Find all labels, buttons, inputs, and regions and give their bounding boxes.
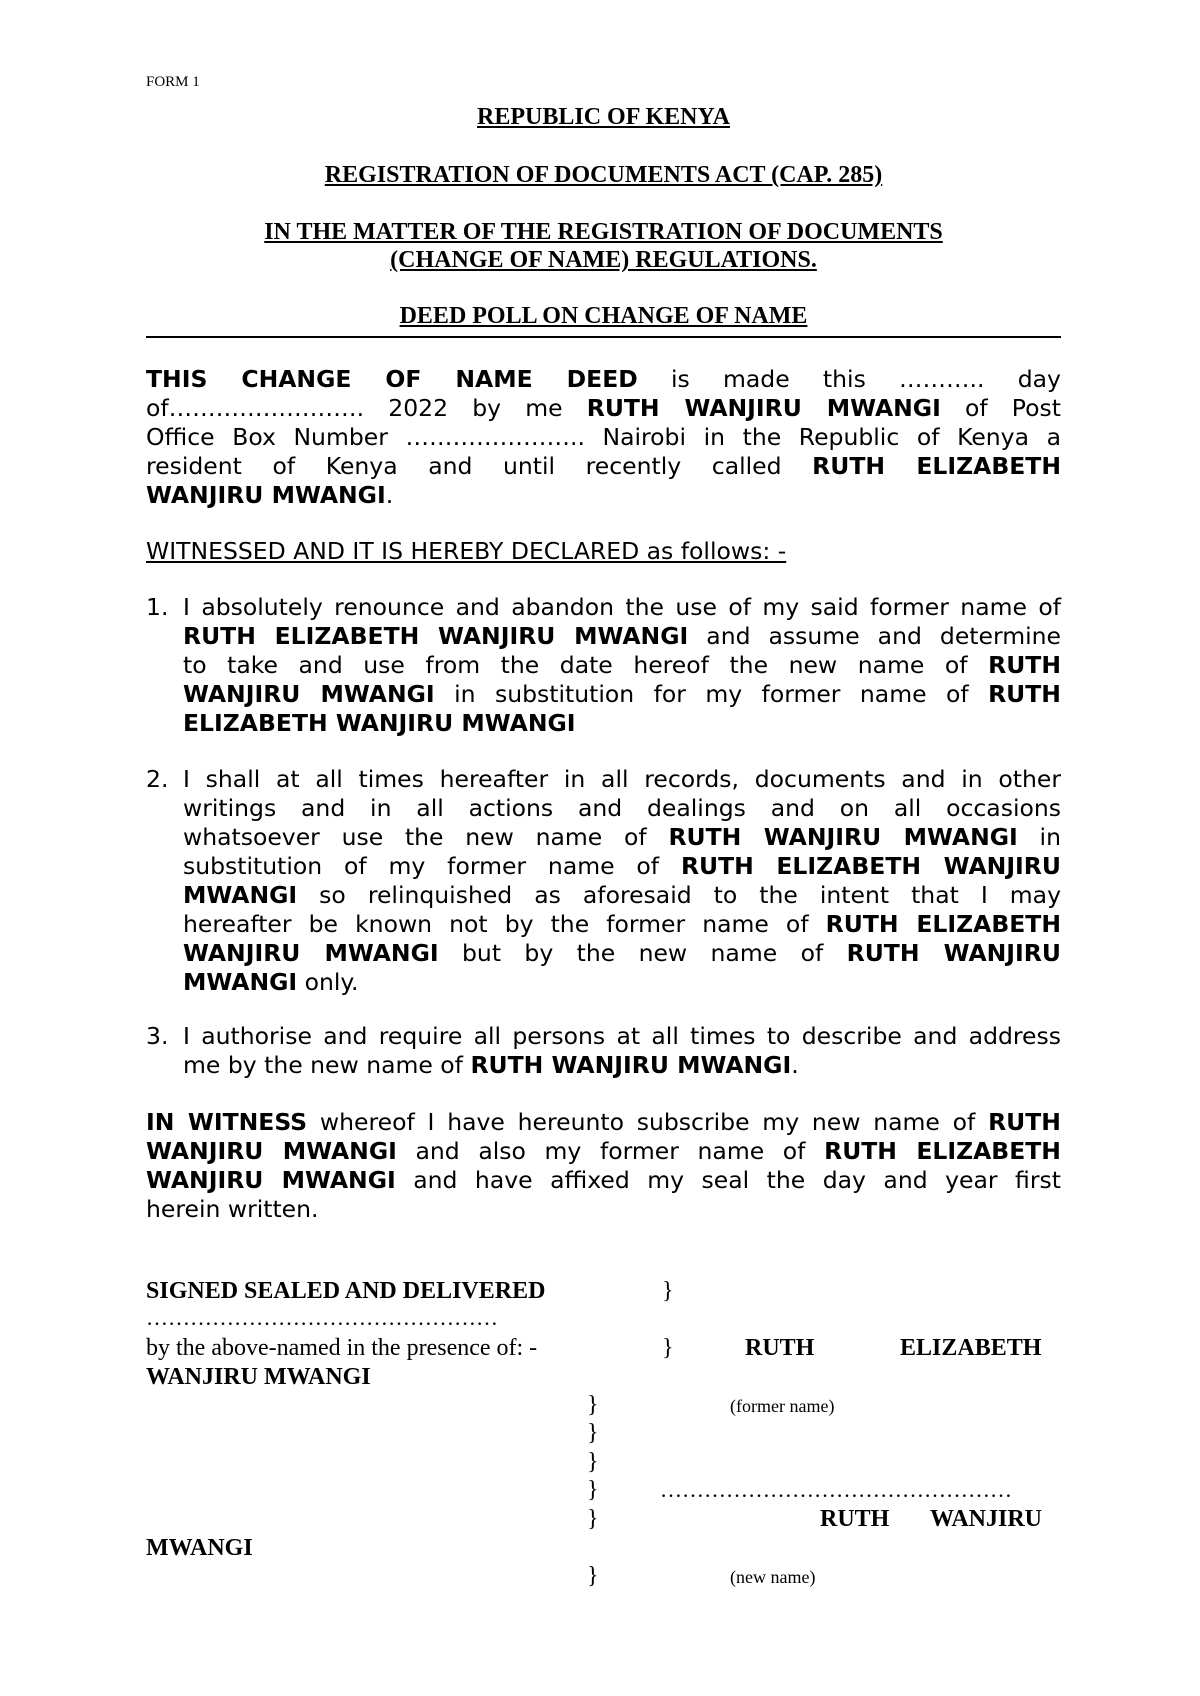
witnessed-heading: WITNESSED AND IT IS HEREBY DECLARED as follows: -: [146, 537, 787, 565]
signature-line-left: …………………………………………: [146, 1305, 498, 1330]
intro-bold: THIS CHANGE OF NAME DEED: [146, 365, 638, 393]
former-name-bold: ELIZABETH WANJIRU MWANGI: [183, 709, 576, 737]
clause-text: I absolutely renounce and abandon the use of my said former name of: [183, 593, 1061, 621]
heading-republic: REPUBLIC OF KENYA: [477, 104, 730, 130]
intro-text: resident of Kenya and until recently called: [146, 452, 782, 480]
new-name-ruth: RUTH: [820, 1506, 890, 1532]
in-witness-bold: IN WITNESS: [146, 1108, 308, 1136]
punctuation: .: [791, 1051, 799, 1079]
brace: }: [587, 1420, 599, 1446]
brace: }: [587, 1449, 599, 1475]
clause-number: 3.: [146, 1022, 169, 1050]
new-name-bold: RUTH WANJIRU: [846, 939, 1061, 967]
presence-text: by the above-named in the presence of: -: [146, 1335, 538, 1361]
new-name-bold: RUTH: [988, 651, 1061, 679]
witness-text: whereof I have hereunto subscribe my new name of: [319, 1108, 976, 1136]
former-name-elizabeth: ELIZABETH: [900, 1335, 1042, 1361]
title-rule: [146, 336, 1061, 338]
clause-2: [183, 765, 1061, 997]
brace: }: [587, 1477, 599, 1503]
new-name-bold: WANJIRU MWANGI: [146, 1137, 397, 1165]
new-name-caption: (new name): [730, 1567, 816, 1587]
former-name-wanjiru-mwangi: WANJIRU MWANGI: [146, 1364, 371, 1390]
former-name-bold: RUTH: [988, 680, 1061, 708]
former-name-bold: RUTH ELIZABETH: [812, 452, 1061, 480]
heading-matter-line1: IN THE MATTER OF THE REGISTRATION OF DOCUMENTS: [264, 219, 943, 245]
former-name-bold: WANJIRU MWANGI: [183, 939, 439, 967]
intro-text: Office Box Number ………………….. Nairobi in the Republic of Kenya a: [146, 423, 1061, 451]
former-name-bold: RUTH ELIZABETH: [825, 910, 1061, 938]
clause-text: only.: [304, 968, 359, 996]
clause-text: in: [1039, 823, 1061, 851]
clause-text: writings and in all actions and dealings and on all occasions: [183, 794, 1061, 822]
new-name-bold: WANJIRU MWANGI: [183, 680, 435, 708]
clause-text: and assume and determine: [706, 622, 1061, 650]
clause-text: I shall at all times hereafter in all records, documents and in other: [183, 765, 1061, 793]
brace: }: [587, 1392, 599, 1418]
clause-3: [183, 1022, 1061, 1080]
former-name-bold: RUTH ELIZABETH: [824, 1137, 1061, 1165]
intro-paragraph: [146, 365, 1061, 510]
new-name-mwangi: MWANGI: [146, 1535, 253, 1561]
intro-text: of Post: [965, 394, 1061, 422]
punctuation: .: [385, 481, 394, 509]
clause-text: hereafter be known not by the former name of: [183, 910, 809, 938]
intro-text: is made this ……….. day: [671, 365, 1061, 393]
new-name-wanjiru: WANJIRU: [930, 1506, 1043, 1532]
witness-text: herein written.: [146, 1195, 319, 1223]
signature-line-right: …………………………………………: [660, 1477, 1012, 1502]
clause-text: in substitution for my former name of: [454, 680, 969, 708]
former-name-bold: RUTH ELIZABETH WANJIRU MWANGI: [183, 622, 689, 650]
clause-number: 2.: [146, 765, 169, 793]
brace: }: [662, 1278, 674, 1304]
witness-text: and also my former name of: [415, 1137, 806, 1165]
witness-paragraph: [146, 1108, 1061, 1224]
new-name-bold: MWANGI: [183, 968, 298, 996]
brace: }: [587, 1506, 599, 1532]
former-name-bold: MWANGI: [183, 881, 298, 909]
clause-number: 1.: [146, 593, 169, 621]
heading-matter-line2: (CHANGE OF NAME) REGULATIONS.: [390, 247, 817, 273]
brace: }: [587, 1563, 599, 1589]
former-name-bold: RUTH ELIZABETH WANJIRU: [680, 852, 1061, 880]
clause-text: so relinquished as aforesaid to the intent that I may: [319, 881, 1061, 909]
form-label: FORM 1: [146, 74, 200, 90]
former-name-bold: WANJIRU MWANGI: [146, 1166, 396, 1194]
witness-text: and have affixed my seal the day and year first: [413, 1166, 1061, 1194]
signed-sealed-delivered: SIGNED SEALED AND DELIVERED: [146, 1278, 546, 1304]
intro-text: of……………………. 2022 by me: [146, 394, 563, 422]
brace: }: [662, 1335, 674, 1361]
clause-text: I authorise and require all persons at all times to describe and address: [183, 1022, 1061, 1050]
clause-text: substitution of my former name of: [183, 852, 660, 880]
new-name-bold: RUTH WANJIRU MWANGI: [668, 823, 1018, 851]
heading-act: REGISTRATION OF DOCUMENTS ACT (CAP. 285): [324, 162, 883, 188]
clause-text: me by the new name of: [183, 1051, 463, 1079]
new-name-bold: RUTH: [988, 1108, 1061, 1136]
new-name-bold: RUTH WANJIRU MWANGI: [586, 394, 941, 422]
clause-text: whatsoever use the new name of: [183, 823, 647, 851]
clause-1: [183, 593, 1061, 738]
new-name-bold: RUTH WANJIRU MWANGI: [470, 1051, 792, 1079]
former-name-ruth: RUTH: [745, 1335, 815, 1361]
clause-text: to take and use from the date hereof the new name of: [183, 651, 968, 679]
former-name-bold: WANJIRU MWANGI: [146, 481, 386, 509]
clause-text: but by the new name of: [462, 939, 824, 967]
heading-deed-title: DEED POLL ON CHANGE OF NAME: [399, 303, 808, 329]
former-name-caption: (former name): [730, 1396, 835, 1416]
